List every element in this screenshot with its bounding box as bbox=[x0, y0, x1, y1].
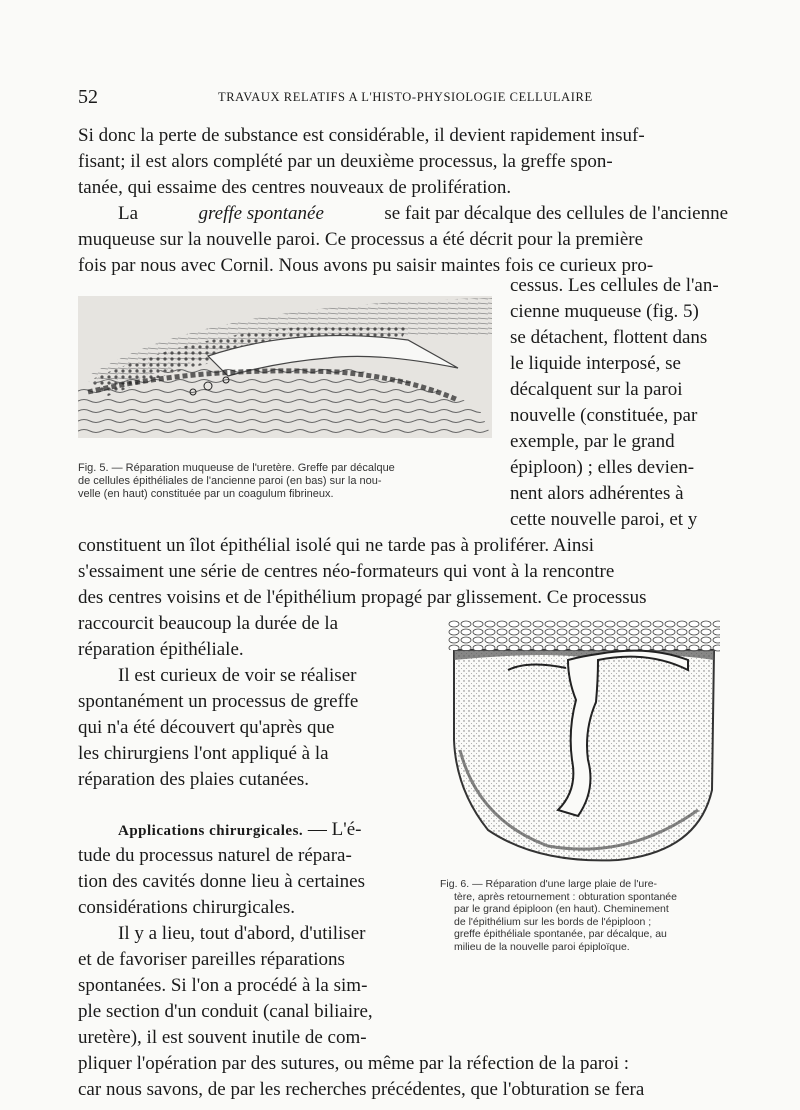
text-line: fois par nous avec Cornil. Nous avons pu saisir maintes fois ce curieux pro- bbox=[78, 255, 654, 276]
text-line: se détachent, flottent dans bbox=[510, 327, 708, 348]
text-line: réparation épithéliale. bbox=[78, 639, 244, 660]
text-line: épiploon) ; elles devien- bbox=[510, 457, 695, 478]
text-line: Il est curieux de voir se réaliser bbox=[118, 665, 357, 686]
text-line: muqueuse sur la nouvelle paroi. Ce processus a été décrit pour la première bbox=[78, 229, 644, 250]
section-heading-line bbox=[118, 818, 361, 843]
text-line: tion des cavités donne lieu à certaines bbox=[78, 871, 366, 892]
text-line: tanée, qui essaime des centres nouveaux de prolifération. bbox=[78, 177, 512, 198]
text-line bbox=[118, 202, 728, 226]
text-line: spontanées. Si l'on a procédé à la sim- bbox=[78, 975, 368, 996]
text-line: le liquide interposé, se bbox=[510, 353, 681, 374]
caption-line: tère, après retournement : obturation spontanée bbox=[454, 890, 677, 903]
text-line: raccourcit beaucoup la durée de la bbox=[78, 613, 339, 634]
text-line: cessus. Les cellules de l'an- bbox=[510, 275, 719, 296]
text-line: constituent un îlot épithélial isolé qui ne tarde pas à proliférer. Ainsi bbox=[78, 535, 595, 556]
section-heading: Applications chirurgicales. bbox=[118, 823, 304, 839]
text-fragment: La bbox=[118, 203, 139, 224]
figure-5-illustration bbox=[78, 296, 492, 438]
text-line: ple section d'un conduit (canal biliaire, bbox=[78, 1001, 373, 1022]
page-header bbox=[78, 86, 728, 110]
page-number: 52 bbox=[78, 86, 98, 108]
text-line: spontanément un processus de greffe bbox=[78, 691, 359, 712]
text-line: uretère), il est souvent inutile de com- bbox=[78, 1027, 367, 1048]
figure-5-caption bbox=[78, 462, 498, 501]
italic-term: greffe spontanée bbox=[198, 203, 324, 224]
text-line: les chirurgiens l'ont appliqué à la bbox=[78, 743, 329, 764]
caption-line: Fig. 6. — Réparation d'une large plaie de l'ure- bbox=[440, 878, 658, 890]
figure-6-illustration bbox=[448, 620, 720, 870]
caption-line: de cellules épithéliales de l'ancienne paroi (en bas) sur la nou- bbox=[78, 475, 382, 487]
caption-line: milieu de la nouvelle paroi épiploïque. bbox=[454, 940, 630, 953]
text-line: considérations chirurgicales. bbox=[78, 897, 296, 918]
text-line: réparation des plaies cutanées. bbox=[78, 769, 310, 790]
text-line: fisant; il est alors complété par un deuxième processus, la greffe spon- bbox=[78, 151, 613, 172]
caption-line: velle (en haut) constituée par un coagulum fibrineux. bbox=[78, 488, 334, 500]
text-line: qui n'a été découvert qu'après que bbox=[78, 717, 335, 738]
text-line: et de favoriser pareilles réparations bbox=[78, 949, 345, 970]
text-fragment: — L'é- bbox=[307, 819, 362, 840]
text-line: cette nouvelle paroi, et y bbox=[510, 509, 698, 530]
text-fragment: se fait par décalque des cellules de l'ancienne bbox=[384, 203, 728, 224]
text-line: s'essaiment une série de centres néo-formateurs qui vont à la rencontre bbox=[78, 561, 615, 582]
figure-6-caption bbox=[440, 878, 740, 953]
running-title: TRAVAUX RELATIFS A L'HISTO-PHYSIOLOGIE CELLULAIRE bbox=[218, 90, 593, 104]
text-line: décalquent sur la paroi bbox=[510, 379, 683, 400]
text-line: Si donc la perte de substance est considérable, il devient rapidement insuf- bbox=[78, 125, 645, 146]
text-line: Il y a lieu, tout d'abord, d'utiliser bbox=[118, 923, 366, 944]
text-line: nent alors adhérentes à bbox=[510, 483, 684, 504]
text-line: cienne muqueuse (fig. 5) bbox=[510, 301, 699, 322]
text-line: exemple, par le grand bbox=[510, 431, 675, 452]
caption-line: de l'épithélium sur les bords de l'épiploon ; bbox=[454, 915, 652, 928]
text-line: car nous savons, de par les recherches précédentes, que l'obturation se fera bbox=[78, 1079, 645, 1100]
text-line: des centres voisins et de l'épithélium propagé par glissement. Ce processus bbox=[78, 587, 647, 608]
caption-line: Fig. 5. — Réparation muqueuse de l'uretère. Greffe par décalque bbox=[78, 462, 395, 474]
text-line: pliquer l'opération par des sutures, ou même par la réfection de la paroi : bbox=[78, 1053, 630, 1074]
text-line: tude du processus naturel de répara- bbox=[78, 845, 352, 866]
text-line: nouvelle (constituée, par bbox=[510, 405, 698, 426]
caption-line: greffe épithéliale spontanée, par décalque, au bbox=[454, 928, 667, 940]
caption-line: par le grand épiploon (en haut). Cheminement bbox=[454, 903, 669, 915]
